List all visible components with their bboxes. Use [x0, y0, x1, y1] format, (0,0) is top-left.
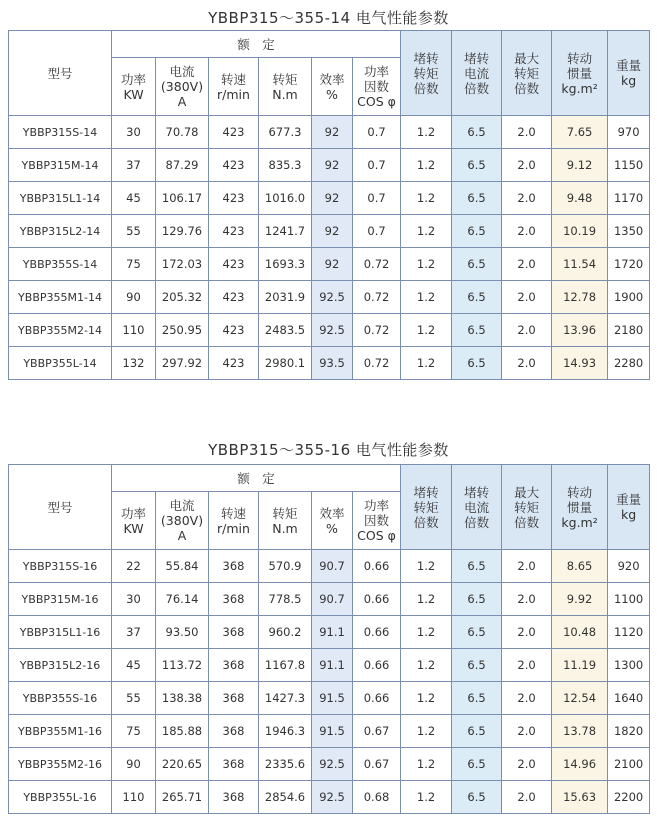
- power-factor-cell: 0.72: [353, 281, 401, 314]
- speed-cell: 368: [209, 781, 259, 814]
- weight-cell: 970: [608, 116, 650, 149]
- locked-torque-cell: 1.2: [401, 314, 452, 347]
- max-torque-cell: 2.0: [502, 149, 552, 182]
- speed-cell: 423: [209, 215, 259, 248]
- header-line: 惯量: [567, 65, 593, 81]
- max-torque-cell: 2.0: [502, 682, 552, 715]
- header-line: kg.m²: [561, 514, 598, 530]
- speed-cell: 368: [209, 616, 259, 649]
- table-row: [9, 550, 650, 583]
- efficiency-header: [312, 58, 353, 116]
- locked-torque-cell: 1.2: [401, 281, 452, 314]
- current-cell: 172.03: [156, 248, 209, 281]
- inertia-cell: 13.78: [552, 715, 608, 748]
- power-cell: 55: [112, 215, 156, 248]
- power-factor-cell: 0.7: [353, 116, 401, 149]
- inertia-cell: 14.96: [552, 748, 608, 781]
- locked-torque-header: [401, 31, 452, 116]
- locked-current-cell: 6.5: [452, 682, 502, 715]
- header-line: 转矩: [272, 505, 298, 521]
- header-line: 倍数: [413, 80, 439, 96]
- speed-cell: 423: [209, 281, 259, 314]
- locked-torque-cell: 1.2: [401, 748, 452, 781]
- weight-cell: 1150: [608, 149, 650, 182]
- header-line: 倍数: [464, 514, 490, 530]
- speed-cell: 423: [209, 182, 259, 215]
- locked-torque-cell: 1.2: [401, 248, 452, 281]
- header-line: 倍数: [514, 80, 540, 96]
- torque-cell: 1946.3: [259, 715, 312, 748]
- table-title: YBBP315～355-16 电气性能参数: [208, 441, 449, 459]
- current-cell: 297.92: [156, 347, 209, 380]
- locked-current-cell: 6.5: [452, 149, 502, 182]
- speed-cell: 423: [209, 116, 259, 149]
- inertia-cell: 10.48: [552, 616, 608, 649]
- current-cell: 129.76: [156, 215, 209, 248]
- torque-cell: 2335.6: [259, 748, 312, 781]
- power-factor-header: [353, 58, 401, 116]
- current-cell: 205.32: [156, 281, 209, 314]
- speed-cell: 368: [209, 682, 259, 715]
- table-row: [9, 248, 650, 281]
- performance-table-16-pole: [8, 464, 650, 814]
- torque-cell: 570.9: [259, 550, 312, 583]
- max-torque-cell: 2.0: [502, 550, 552, 583]
- torque-cell: 677.3: [259, 116, 312, 149]
- power-cell: 45: [112, 182, 156, 215]
- power-factor-cell: 0.7: [353, 182, 401, 215]
- current-cell: 106.17: [156, 182, 209, 215]
- header-line: 转矩: [413, 65, 439, 81]
- max-torque-cell: 2.0: [502, 616, 552, 649]
- power-header: [112, 492, 156, 550]
- speed-cell: 423: [209, 248, 259, 281]
- weight-cell: 1120: [608, 616, 650, 649]
- locked-current-cell: 6.5: [452, 281, 502, 314]
- locked-torque-cell: 1.2: [401, 616, 452, 649]
- locked-current-cell: 6.5: [452, 314, 502, 347]
- table-row: [9, 682, 650, 715]
- current-cell: 185.88: [156, 715, 209, 748]
- locked-current-cell: 6.5: [452, 781, 502, 814]
- power-cell: 45: [112, 649, 156, 682]
- table-row: [9, 215, 650, 248]
- locked-torque-cell: 1.2: [401, 583, 452, 616]
- rated-header: 额 定: [112, 31, 401, 58]
- torque-cell: 1016.0: [259, 182, 312, 215]
- power-cell: 37: [112, 616, 156, 649]
- power-cell: 132: [112, 347, 156, 380]
- header-line: 转动: [567, 50, 593, 66]
- table-row: [9, 616, 650, 649]
- model-header: 型号: [9, 31, 112, 116]
- efficiency-cell: 90.7: [312, 550, 353, 583]
- power-factor-cell: 0.68: [353, 781, 401, 814]
- speed-cell: 423: [209, 347, 259, 380]
- efficiency-cell: 92: [312, 182, 353, 215]
- max-torque-header: [502, 465, 552, 550]
- locked-torque-header: [401, 465, 452, 550]
- header-line: 转矩: [413, 499, 439, 515]
- header-line: 功率: [120, 505, 146, 521]
- inertia-cell: 13.96: [552, 314, 608, 347]
- max-torque-cell: 2.0: [502, 715, 552, 748]
- model-cell: YBBP355L-16: [9, 781, 112, 814]
- max-torque-cell: 2.0: [502, 748, 552, 781]
- header-line: 堵转: [464, 50, 490, 66]
- torque-cell: 1427.3: [259, 682, 312, 715]
- table-row: [9, 116, 650, 149]
- table-body: [9, 550, 650, 814]
- header-line: 因数: [364, 79, 390, 94]
- header-line: 堵转: [413, 484, 439, 500]
- power-cell: 110: [112, 314, 156, 347]
- power-cell: 22: [112, 550, 156, 583]
- inertia-cell: 15.63: [552, 781, 608, 814]
- max-torque-cell: 2.0: [502, 314, 552, 347]
- power-factor-cell: 0.7: [353, 149, 401, 182]
- inertia-cell: 9.48: [552, 182, 608, 215]
- header-line: KW: [123, 86, 144, 102]
- speed-cell: 368: [209, 649, 259, 682]
- weight-cell: 2200: [608, 781, 650, 814]
- torque-cell: 1167.8: [259, 649, 312, 682]
- header-line: 堵转: [464, 484, 490, 500]
- max-torque-cell: 2.0: [502, 649, 552, 682]
- inertia-cell: 7.65: [552, 116, 608, 149]
- power-factor-cell: 0.66: [353, 550, 401, 583]
- locked-current-cell: 6.5: [452, 715, 502, 748]
- power-factor-cell: 0.66: [353, 616, 401, 649]
- locked-current-cell: 6.5: [452, 550, 502, 583]
- header-line: 堵转: [413, 50, 439, 66]
- model-cell: YBBP315L1-16: [9, 616, 112, 649]
- weight-header: [608, 465, 650, 550]
- table-row: [9, 583, 650, 616]
- table-row: [9, 314, 650, 347]
- weight-cell: 1820: [608, 715, 650, 748]
- model-cell: YBBP355M2-14: [9, 314, 112, 347]
- power-cell: 110: [112, 781, 156, 814]
- model-cell: YBBP355M2-16: [9, 748, 112, 781]
- model-cell: YBBP355M1-14: [9, 281, 112, 314]
- locked-current-cell: 6.5: [452, 583, 502, 616]
- locked-current-cell: 6.5: [452, 215, 502, 248]
- speed-header: [209, 492, 259, 550]
- power-factor-cell: 0.72: [353, 314, 401, 347]
- efficiency-cell: 91.5: [312, 715, 353, 748]
- model-cell: YBBP355M1-16: [9, 715, 112, 748]
- efficiency-cell: 91.1: [312, 649, 353, 682]
- locked-current-cell: 6.5: [452, 248, 502, 281]
- header-line: 功率: [120, 71, 146, 87]
- speed-cell: 423: [209, 149, 259, 182]
- model-cell: YBBP315S-16: [9, 550, 112, 583]
- power-factor-cell: 0.66: [353, 649, 401, 682]
- torque-cell: 1693.3: [259, 248, 312, 281]
- power-cell: 30: [112, 583, 156, 616]
- header-line: A: [177, 94, 187, 109]
- header-line: kg: [620, 73, 637, 88]
- header-line: 重量: [616, 492, 642, 507]
- model-cell: YBBP355L-14: [9, 347, 112, 380]
- table-row: [9, 715, 650, 748]
- model-cell: YBBP315M-16: [9, 583, 112, 616]
- model-header: 型号: [9, 465, 112, 550]
- header-line: 转矩: [272, 71, 298, 87]
- weight-cell: 1300: [608, 649, 650, 682]
- header-line: %: [326, 86, 338, 102]
- torque-cell: 778.5: [259, 583, 312, 616]
- power-cell: 90: [112, 748, 156, 781]
- efficiency-cell: 92: [312, 248, 353, 281]
- torque-cell: 1241.7: [259, 215, 312, 248]
- locked-torque-cell: 1.2: [401, 781, 452, 814]
- max-torque-cell: 2.0: [502, 248, 552, 281]
- inertia-cell: 9.12: [552, 149, 608, 182]
- max-torque-cell: 2.0: [502, 347, 552, 380]
- inertia-header: [552, 31, 608, 116]
- current-cell: 220.65: [156, 748, 209, 781]
- header-line: A: [177, 528, 187, 543]
- max-torque-header: [502, 31, 552, 116]
- model-cell: YBBP315S-14: [9, 116, 112, 149]
- torque-cell: 2031.9: [259, 281, 312, 314]
- table-body: [9, 116, 650, 380]
- max-torque-cell: 2.0: [502, 182, 552, 215]
- speed-cell: 368: [209, 748, 259, 781]
- max-torque-cell: 2.0: [502, 781, 552, 814]
- inertia-cell: 11.54: [552, 248, 608, 281]
- speed-cell: 368: [209, 715, 259, 748]
- efficiency-cell: 93.5: [312, 347, 353, 380]
- weight-header: [608, 31, 650, 116]
- current-header: [156, 58, 209, 116]
- power-factor-cell: 0.66: [353, 682, 401, 715]
- table-row: [9, 748, 650, 781]
- locked-torque-cell: 1.2: [401, 215, 452, 248]
- locked-torque-cell: 1.2: [401, 715, 452, 748]
- power-cell: 30: [112, 116, 156, 149]
- weight-cell: 1640: [608, 682, 650, 715]
- table-row: [9, 781, 650, 814]
- inertia-cell: 14.93: [552, 347, 608, 380]
- torque-header: [259, 58, 312, 116]
- efficiency-cell: 92: [312, 149, 353, 182]
- inertia-cell: 12.78: [552, 281, 608, 314]
- power-factor-cell: 0.72: [353, 248, 401, 281]
- locked-current-cell: 6.5: [452, 616, 502, 649]
- efficiency-cell: 92: [312, 116, 353, 149]
- table-row: [9, 149, 650, 182]
- weight-cell: 1350: [608, 215, 650, 248]
- weight-cell: 1100: [608, 583, 650, 616]
- torque-header: [259, 492, 312, 550]
- inertia-header: [552, 465, 608, 550]
- weight-cell: 1170: [608, 182, 650, 215]
- current-cell: 70.78: [156, 116, 209, 149]
- header-line: 效率: [319, 71, 345, 87]
- header-line: 转矩: [514, 65, 540, 81]
- header-line: COS φ: [357, 94, 396, 109]
- header-line: 功率: [364, 64, 390, 79]
- current-cell: 93.50: [156, 616, 209, 649]
- locked-current-cell: 6.5: [452, 182, 502, 215]
- power-cell: 55: [112, 682, 156, 715]
- model-cell: YBBP315L2-14: [9, 215, 112, 248]
- speed-cell: 368: [209, 550, 259, 583]
- header-line: 电流: [169, 498, 195, 513]
- locked-current-cell: 6.5: [452, 116, 502, 149]
- table-title: YBBP315～355-14 电气性能参数: [208, 9, 449, 27]
- locked-current-cell: 6.5: [452, 649, 502, 682]
- max-torque-cell: 2.0: [502, 116, 552, 149]
- efficiency-cell: 92.5: [312, 281, 353, 314]
- header-line: 最大: [514, 50, 540, 66]
- header-line: kg: [620, 507, 637, 522]
- locked-torque-cell: 1.2: [401, 682, 452, 715]
- torque-cell: 2980.1: [259, 347, 312, 380]
- table-row: [9, 347, 650, 380]
- power-cell: 37: [112, 149, 156, 182]
- max-torque-cell: 2.0: [502, 583, 552, 616]
- efficiency-cell: 92.5: [312, 748, 353, 781]
- inertia-cell: 9.92: [552, 583, 608, 616]
- locked-current-header: [452, 465, 502, 550]
- max-torque-cell: 2.0: [502, 215, 552, 248]
- weight-cell: 1720: [608, 248, 650, 281]
- locked-current-cell: 6.5: [452, 347, 502, 380]
- weight-cell: 2280: [608, 347, 650, 380]
- header-line: (380V): [160, 79, 204, 94]
- header-line: 电流: [464, 499, 490, 515]
- header-line: %: [326, 520, 338, 536]
- locked-current-header: [452, 31, 502, 116]
- header-line: 惯量: [567, 499, 593, 515]
- header-line: KW: [123, 520, 144, 536]
- locked-torque-cell: 1.2: [401, 116, 452, 149]
- header-line: 转矩: [514, 499, 540, 515]
- header-line: 倍数: [464, 80, 490, 96]
- power-cell: 90: [112, 281, 156, 314]
- speed-cell: 368: [209, 583, 259, 616]
- header-line: 功率: [364, 498, 390, 513]
- weight-cell: 1900: [608, 281, 650, 314]
- performance-table-14-pole: [8, 30, 650, 380]
- header-line: 转速: [220, 505, 246, 521]
- power-factor-header: [353, 492, 401, 550]
- max-torque-cell: 2.0: [502, 281, 552, 314]
- inertia-cell: 8.65: [552, 550, 608, 583]
- header-line: N.m: [272, 520, 298, 536]
- header-line: kg.m²: [561, 80, 598, 96]
- power-factor-cell: 0.66: [353, 583, 401, 616]
- efficiency-header: [312, 492, 353, 550]
- locked-torque-cell: 1.2: [401, 649, 452, 682]
- current-cell: 87.29: [156, 149, 209, 182]
- locked-current-cell: 6.5: [452, 748, 502, 781]
- header-line: COS φ: [357, 528, 396, 543]
- model-cell: YBBP315M-14: [9, 149, 112, 182]
- inertia-cell: 11.19: [552, 649, 608, 682]
- efficiency-cell: 91.1: [312, 616, 353, 649]
- current-cell: 138.38: [156, 682, 209, 715]
- current-cell: 265.71: [156, 781, 209, 814]
- locked-torque-cell: 1.2: [401, 149, 452, 182]
- table-row: [9, 649, 650, 682]
- current-cell: 55.84: [156, 550, 209, 583]
- model-cell: YBBP355S-16: [9, 682, 112, 715]
- locked-torque-cell: 1.2: [401, 182, 452, 215]
- efficiency-cell: 90.7: [312, 583, 353, 616]
- speed-header: [209, 58, 259, 116]
- model-cell: YBBP315L1-14: [9, 182, 112, 215]
- header-line: 最大: [514, 484, 540, 500]
- table-row: [9, 182, 650, 215]
- power-cell: 75: [112, 248, 156, 281]
- header-line: 重量: [616, 58, 642, 73]
- header-line: 倍数: [514, 514, 540, 530]
- power-header: [112, 58, 156, 116]
- header-line: 因数: [364, 513, 390, 528]
- current-cell: 113.72: [156, 649, 209, 682]
- power-factor-cell: 0.67: [353, 748, 401, 781]
- model-cell: YBBP315L2-16: [9, 649, 112, 682]
- weight-cell: 920: [608, 550, 650, 583]
- efficiency-cell: 92.5: [312, 781, 353, 814]
- power-factor-cell: 0.7: [353, 215, 401, 248]
- locked-torque-cell: 1.2: [401, 550, 452, 583]
- speed-cell: 423: [209, 314, 259, 347]
- torque-cell: 835.3: [259, 149, 312, 182]
- efficiency-cell: 92: [312, 215, 353, 248]
- efficiency-cell: 91.5: [312, 682, 353, 715]
- inertia-cell: 12.54: [552, 682, 608, 715]
- locked-torque-cell: 1.2: [401, 347, 452, 380]
- torque-cell: 2483.5: [259, 314, 312, 347]
- efficiency-cell: 92.5: [312, 314, 353, 347]
- header-line: r/min: [217, 520, 250, 536]
- current-cell: 250.95: [156, 314, 209, 347]
- model-cell: YBBP355S-14: [9, 248, 112, 281]
- current-cell: 76.14: [156, 583, 209, 616]
- rated-header: 额 定: [112, 465, 401, 492]
- current-header: [156, 492, 209, 550]
- weight-cell: 2180: [608, 314, 650, 347]
- header-line: 电流: [464, 65, 490, 81]
- header-line: 效率: [319, 505, 345, 521]
- torque-cell: 2854.6: [259, 781, 312, 814]
- power-factor-cell: 0.72: [353, 347, 401, 380]
- header-line: r/min: [217, 86, 250, 102]
- torque-cell: 960.2: [259, 616, 312, 649]
- table-row: [9, 281, 650, 314]
- header-line: 转速: [220, 71, 246, 87]
- header-line: (380V): [160, 513, 204, 528]
- power-factor-cell: 0.67: [353, 715, 401, 748]
- inertia-cell: 10.19: [552, 215, 608, 248]
- power-cell: 75: [112, 715, 156, 748]
- header-line: N.m: [272, 86, 298, 102]
- header-line: 电流: [169, 64, 195, 79]
- header-line: 倍数: [413, 514, 439, 530]
- weight-cell: 2100: [608, 748, 650, 781]
- header-line: 转动: [567, 484, 593, 500]
